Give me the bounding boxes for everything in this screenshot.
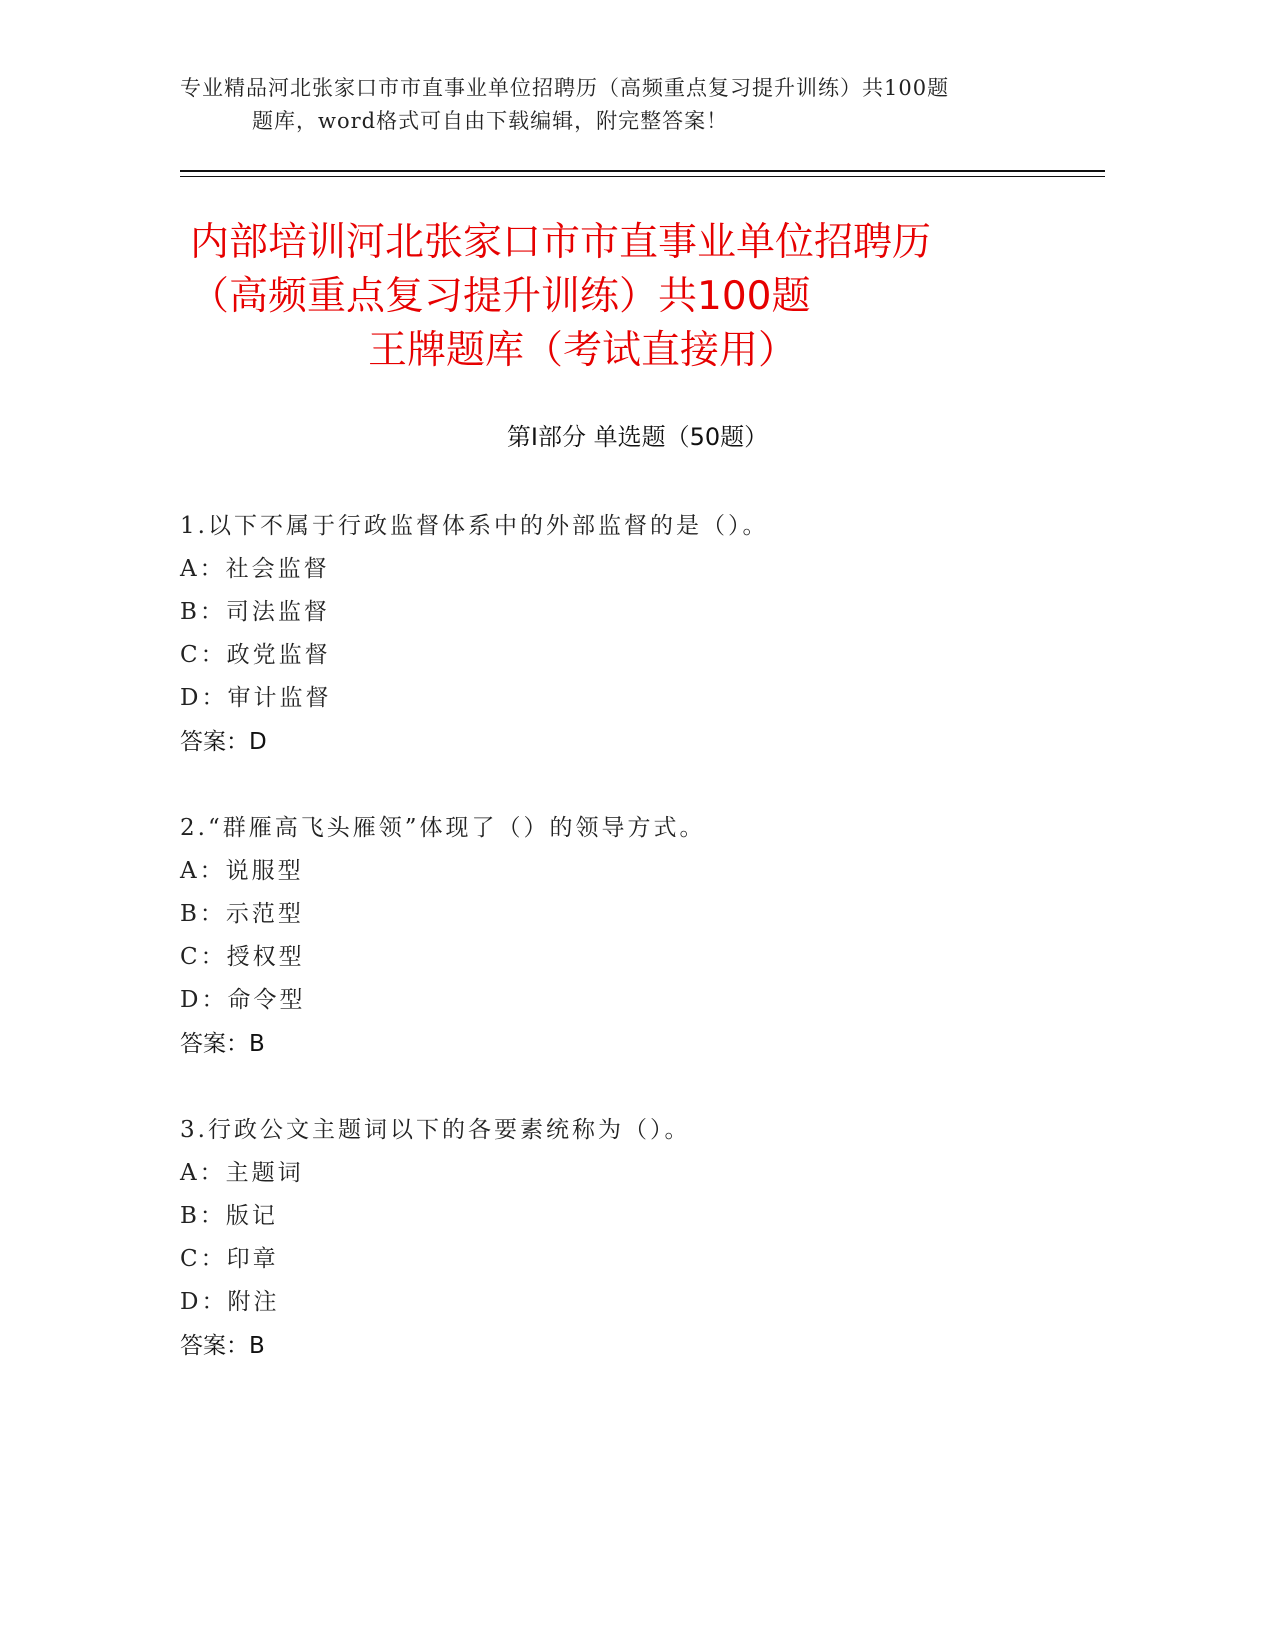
option-c: C：印章: [180, 1246, 279, 1272]
header-divider-thin: [180, 176, 1105, 177]
header-note-line-1: 专业精品河北张家口市市直事业单位招聘历（高频重点复习提升训练）共100题: [180, 76, 950, 100]
option-a: A：社会监督: [180, 556, 330, 582]
question-list: [180, 505, 1100, 1411]
question-stem: 3.行政公文主题词以下的各要素统称为（）。: [180, 1117, 691, 1143]
section-title: 第Ⅰ部分 单选题（50题）: [506, 423, 769, 451]
option-d: D：命令型: [180, 987, 306, 1013]
header-divider-thick: [180, 170, 1105, 172]
document-title-line-2: （高频重点复习提升训练）共100题: [190, 274, 811, 319]
option-a: A：说服型: [180, 858, 304, 884]
document-title: [190, 216, 1090, 378]
question-stem: 1.以下不属于行政监督体系中的外部监督的是（）。: [180, 513, 769, 539]
answer: 答案：D: [180, 729, 267, 755]
option-d: D：审计监督: [180, 685, 332, 711]
option-c: C：政党监督: [180, 642, 331, 668]
option-c: C：授权型: [180, 944, 305, 970]
document-title-line-3: 王牌题库（考试直接用）: [368, 328, 798, 373]
document-title-line-1: 内部培训河北张家口市市直事业单位招聘历: [190, 220, 932, 265]
question-2: [180, 807, 1100, 1066]
header-note-line-2: 题库，word格式可自由下载编辑，附完整答案！: [252, 109, 729, 133]
option-a: A：主题词: [180, 1160, 304, 1186]
option-b: B：版记: [180, 1203, 278, 1229]
question-1: [180, 505, 1100, 764]
question-3: [180, 1109, 1100, 1368]
question-stem: 2.“群雁高飞头雁领”体现了（）的领导方式。: [180, 815, 706, 841]
answer: 答案：B: [180, 1333, 265, 1359]
option-b: B：司法监督: [180, 599, 330, 625]
option-d: D：附注: [180, 1289, 280, 1315]
option-b: B：示范型: [180, 901, 304, 927]
answer: 答案：B: [180, 1031, 265, 1057]
header-note: [180, 72, 1040, 138]
